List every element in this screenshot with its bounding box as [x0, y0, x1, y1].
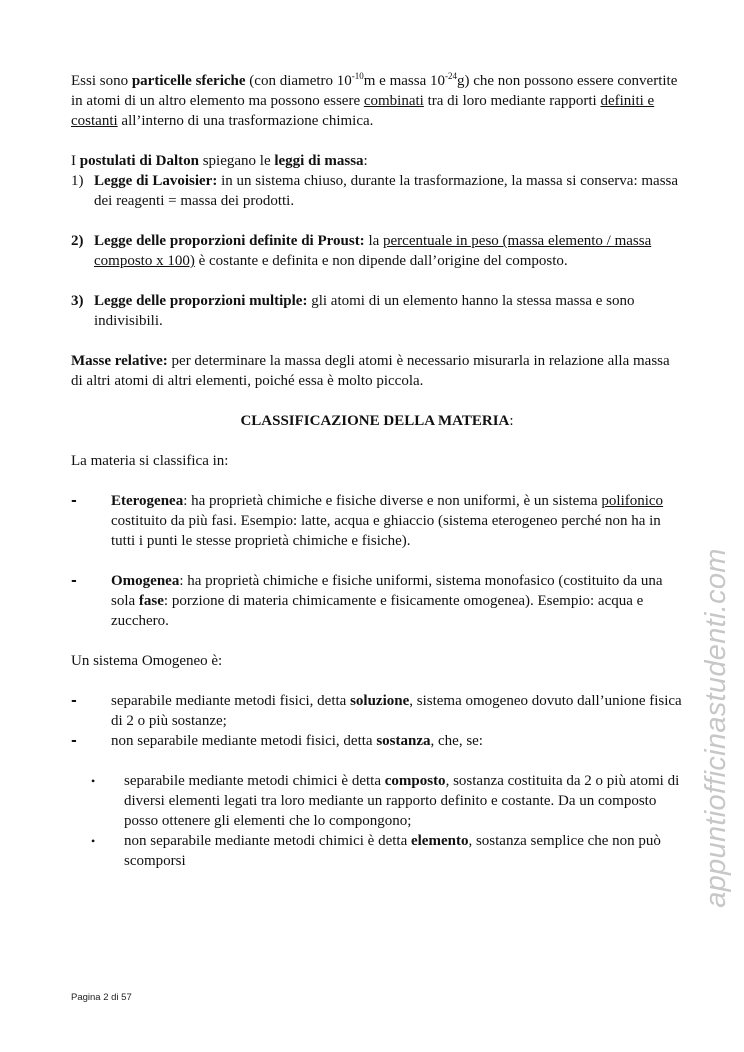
type-omogenea	[71, 571, 683, 631]
bullet-marker: •	[91, 774, 96, 788]
watermark: appuntiofficinastudenti.com	[700, 548, 732, 908]
bullet-marker: •	[91, 834, 96, 848]
bold-term: Masse relative:	[71, 353, 168, 369]
bold-term: sostanza	[376, 733, 431, 749]
dash-marker: -	[71, 573, 77, 589]
underlined-term: definiti e costanti	[71, 93, 655, 129]
exponent: -24	[445, 71, 457, 81]
omogeneo-item-sostanza	[71, 731, 683, 751]
underlined-term: polifonico	[601, 493, 664, 509]
bold-term: particelle sferiche	[131, 73, 246, 89]
text: all’interno di una trasformazione chimica.	[117, 113, 374, 129]
page-content	[71, 71, 683, 871]
text: per determinare la massa degli atomi è necessario misurarla in relazione alla massa di altri atomi di altri elementi, poiché essa è molto piccola.	[71, 353, 670, 389]
exponent: -10	[351, 71, 364, 81]
intro-paragraph	[71, 71, 683, 131]
omogeneo-item-soluzione	[71, 691, 683, 731]
text: , sostanza costituita da 2 o più atomi di diversi elementi legati tra loro mediante un rapporto definito e costante. Da un composto posso ottenere gli elementi che lo compongono;	[124, 773, 680, 829]
type-title: Eterogenea	[111, 493, 184, 509]
bold-term: fase	[138, 593, 164, 609]
text: , sostanza semplice che non può scomporsi	[124, 833, 661, 869]
bold-term: postulati di Dalton	[79, 153, 199, 169]
text: I	[71, 153, 80, 169]
text: separabile mediante metodi chimici è detta	[124, 773, 385, 789]
law-title: Legge delle proporzioni multiple:	[94, 293, 308, 309]
text: non separabile mediante metodi chimici è detta	[124, 833, 411, 849]
page-number: Pagina 2 di 57	[71, 992, 132, 1003]
law-text: è costante e definita e non dipende dall’origine del composto.	[194, 253, 568, 269]
law-text: gli atomi di un elemento hanno la stessa massa e sono indivisibili.	[94, 293, 635, 329]
dalton-paragraph	[71, 151, 683, 171]
text: g) che non possono essere convertite in atomi di un altro elemento ma possono essere	[71, 73, 678, 109]
type-eterogenea	[71, 491, 683, 551]
text: costituito da più fasi. Esempio: latte, acqua e ghiaccio (sistema eterogeneo perché non ha in tutti i punti le stesse proprietà chimiche e fisiche).	[111, 513, 661, 549]
text: tra di loro mediante rapporti	[423, 93, 601, 109]
text: , che, se:	[430, 733, 483, 749]
text: separabile mediante metodi fisici, detta	[111, 693, 351, 709]
bold-term: composto	[384, 773, 446, 789]
type-title: Omogenea	[111, 573, 180, 589]
omogeneo-intro: Un sistema Omogeneo è:	[71, 653, 223, 669]
law-text: in un sistema chiuso, durante la trasformazione, la massa si conserva: massa dei reagenti = massa dei prodotti.	[94, 173, 679, 209]
law-text: la	[364, 233, 384, 249]
bold-term: elemento	[410, 833, 469, 849]
text: :	[363, 153, 368, 169]
sostanza-item-composto	[71, 771, 683, 831]
text: spiegano le	[198, 153, 275, 169]
text: , sistema omogeneo dovuto dall’unione fisica di 2 o più sostanze;	[111, 693, 682, 729]
text: : porzione di materia chimicamente e fisicamente omogenea). Esempio: acqua e zucchero.	[111, 593, 644, 629]
bold-term: leggi di massa	[274, 153, 364, 169]
text: Essi sono	[71, 73, 132, 89]
text: (con diametro 10	[245, 73, 352, 89]
underlined-term: percentuale in peso (massa elemento / massa composto x 100)	[94, 233, 652, 269]
dash-marker: -	[71, 733, 77, 749]
heading-colon: :	[509, 413, 514, 429]
law-lavoisier	[71, 171, 683, 211]
classify-intro: La materia si classifica in:	[71, 453, 229, 469]
bold-term: soluzione	[350, 693, 410, 709]
text: : ha proprietà chimiche e fisiche diverse e non uniformi, è un sistema	[183, 493, 602, 509]
heading-title: CLASSIFICAZIONE DELLA MATERIA	[240, 413, 510, 429]
law-title: Legge di Lavoisier:	[94, 173, 218, 189]
text: : ha proprietà chimiche e fisiche uniformi, sistema monofasico (costituito da una sola	[111, 573, 663, 609]
masse-relative-paragraph	[71, 351, 683, 391]
underlined-term: combinati	[363, 93, 424, 109]
section-heading	[71, 411, 683, 431]
law-proust	[71, 231, 683, 271]
list-number: 3)	[71, 293, 84, 309]
text: m e massa 10	[363, 73, 445, 89]
list-number: 2)	[71, 233, 84, 249]
dash-marker: -	[71, 493, 77, 509]
list-number: 1)	[71, 173, 84, 189]
sostanza-item-elemento	[71, 831, 683, 871]
text: non separabile mediante metodi fisici, detta	[111, 733, 377, 749]
law-multiple	[71, 291, 683, 331]
dash-marker: -	[71, 693, 77, 709]
law-title: Legge delle proporzioni definite di Proust:	[94, 233, 365, 249]
